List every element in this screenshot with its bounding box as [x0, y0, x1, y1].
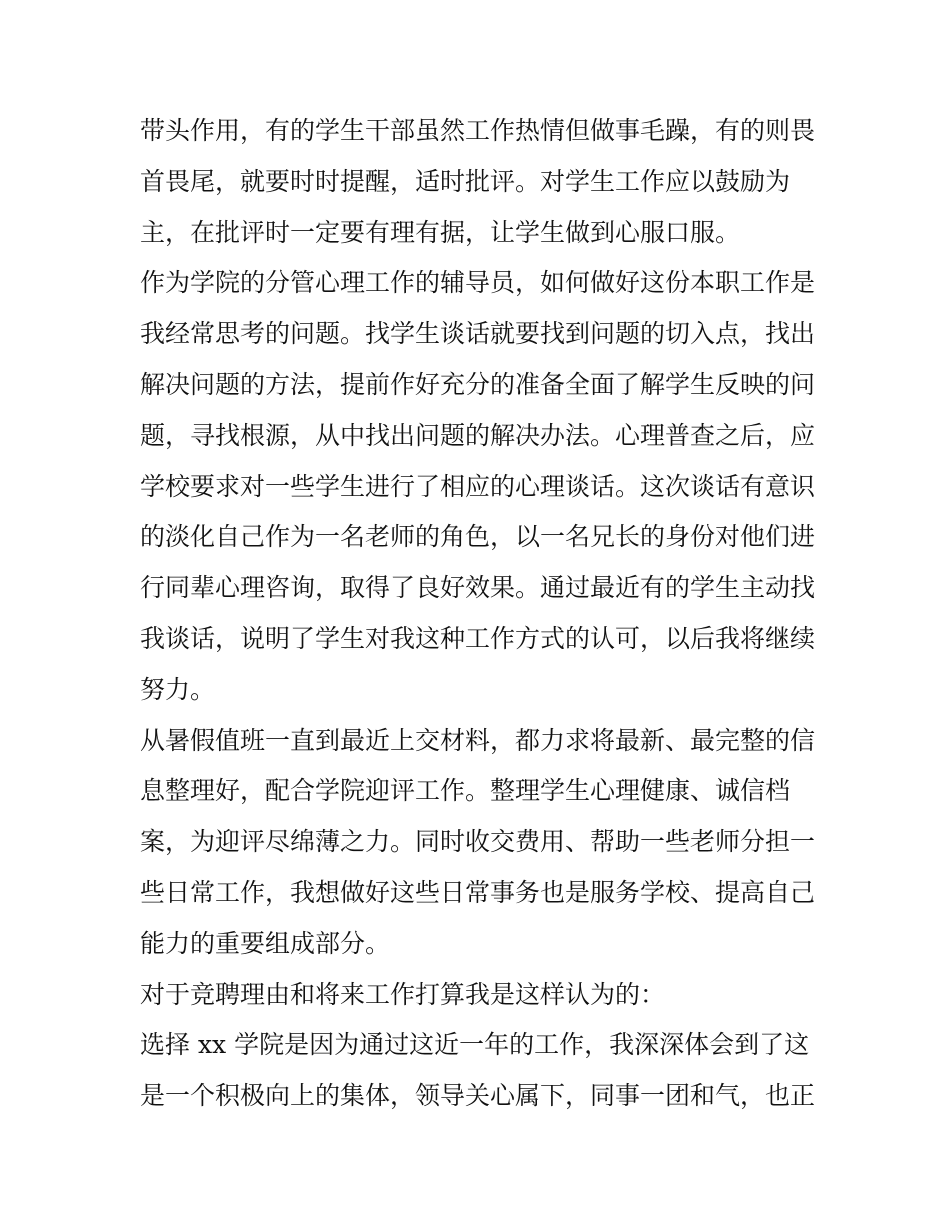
text-line: 的淡化自己作为一名老师的角色，以一名兄长的身份对他们进: [140, 522, 816, 552]
text-line: 作为学院的分管心理工作的辅导员，如何做好这份本职工作是: [140, 268, 816, 298]
text-line: 解决问题的方法，提前作好充分的准备全面了解学生反映的问: [140, 369, 816, 399]
text-line: 首畏尾，就要时时提醒，适时批评。对学生工作应以鼓励为: [140, 166, 791, 196]
text-line: 选择 xx 学院是因为通过这近一年的工作，我深深体会到了这: [140, 1030, 810, 1060]
text-line: 案，为迎评尽绵薄之力。同时收交费用、帮助一些老师分担一: [140, 827, 816, 857]
text-line: 息整理好，配合学院迎评工作。整理学生心理健康、诚信档: [140, 776, 791, 806]
document-body: [140, 106, 820, 1122]
text-line: 从暑假值班一直到最近上交材料，都力求将最新、最完整的信: [140, 725, 816, 755]
text-line: 能力的重要组成部分。: [140, 928, 391, 958]
text-line: 些日常工作，我想做好这些日常事务也是服务学校、提高自己: [140, 877, 816, 907]
text-line: 题，寻找根源，从中找出问题的解决办法。心理普查之后，应: [140, 420, 816, 450]
text-line: 学校要求对一些学生进行了相应的心理谈话。这次谈话有意识: [140, 471, 816, 501]
text-line: 努力。: [140, 674, 216, 704]
text-line: 我经常思考的问题。找学生谈话就要找到问题的切入点，找出: [140, 319, 816, 349]
text-line: 行同辈心理咨询，取得了良好效果。通过最近有的学生主动找: [140, 573, 816, 603]
text-line: 对于竞聘理由和将来工作打算我是这样认为的：: [140, 979, 666, 1009]
text-line: 是一个积极向上的集体，领导关心属下，同事一团和气，也正: [140, 1081, 816, 1111]
text-line: 我谈话，说明了学生对我这种工作方式的认可，以后我将继续: [140, 623, 816, 653]
text-line: 主，在批评时一定要有理有据，让学生做到心服口服。: [140, 217, 741, 247]
text-line: 带头作用，有的学生干部虽然工作热情但做事毛躁，有的则畏: [140, 116, 816, 145]
